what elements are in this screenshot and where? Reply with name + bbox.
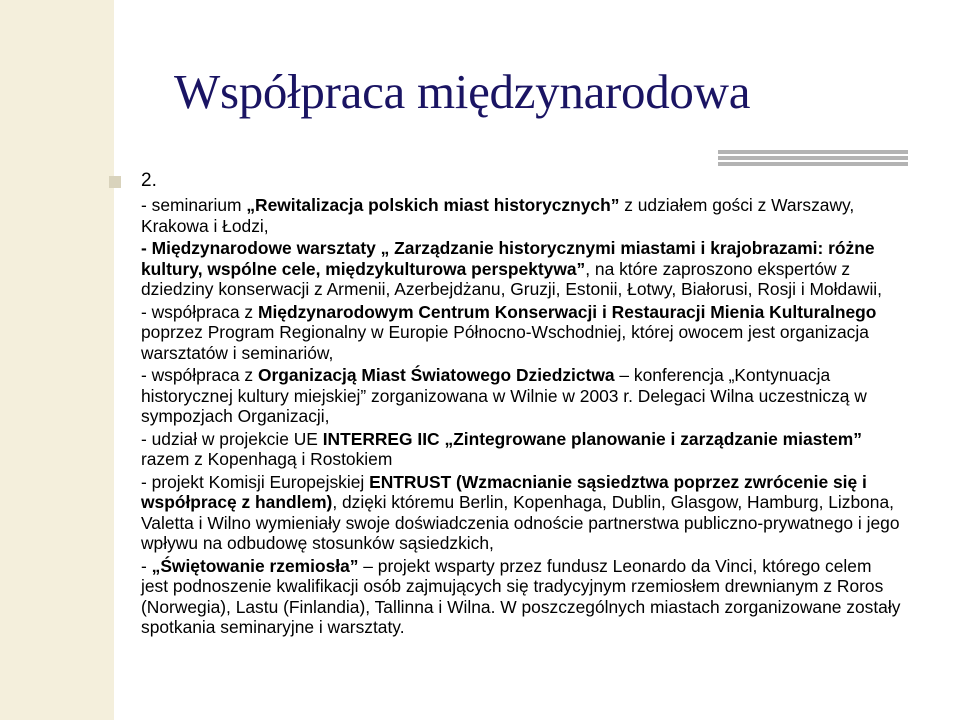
text: - współpraca z <box>141 365 258 385</box>
text: - udział w projekcie UE <box>141 428 323 449</box>
paragraph <box>141 365 901 427</box>
text: – projekt wsparty przez fundusz Leonardo da Vinci, którego celem jest podnoszenie kwalifikacji osób zajmujących się tradycyjnym rzemiosłem drewnianym z Roros (Norwegia), Lastu (Finlandia), Tallinna i Wilna. W poszczególnych miastach zorganizowane zostały spotkania seminaryjne i warsztaty. <box>141 555 901 637</box>
decorative-rule <box>718 150 908 154</box>
left-decorative-band <box>0 0 114 720</box>
text: - seminarium <box>141 195 247 215</box>
bullet-square-icon <box>109 176 121 188</box>
text: poprzez Program Regionalny w Europie Północno-Wschodniej, której owocem jest organizacja warsztatów i seminariów, <box>141 322 869 363</box>
bold-text: „Rewitalizacja polskich miast historycznych” <box>246 195 620 215</box>
paragraph <box>141 556 901 638</box>
paragraph <box>141 302 901 364</box>
decorative-rule <box>718 156 908 160</box>
bold-text: ENTRUST (Wzmacnianie sąsiedztwa poprzez zwrócenie się i współpracę z handlem) <box>141 471 867 512</box>
bold-text: Międzynarodowym Centrum Konserwacji i Restauracji Mienia Kulturalnego <box>257 301 877 322</box>
slide-title: Współpraca międzynarodowa <box>174 64 751 119</box>
text: z udziałem gości z Warszawy, Krakowa i Łodzi, <box>141 195 855 236</box>
text: razem z Kopenhagą i Rostokiem <box>141 449 393 469</box>
paragraph <box>141 238 901 300</box>
slide-body <box>141 195 901 640</box>
bold-text: „Świętowanie rzemiosła” <box>151 555 359 576</box>
decorative-rule <box>718 162 908 166</box>
text: - <box>141 555 152 576</box>
text: , na które zaproszono ekspertów z dziedziny konserwacji z Armenii, Azerbejdżanu, Gruzji, Estonii, Łotwy, Białorusi, Rosji i Mołdawii, <box>141 258 883 299</box>
paragraph <box>141 195 901 236</box>
bold-text: - Międzynarodowe warsztaty „ Zarządzanie historycznymi miastami i krajobrazami: różne kultury, wspólne cele, międzykulturowa perspektywa” <box>141 238 875 279</box>
bold-text: Organizacją Miast Światowego Dziedzictwa <box>257 365 615 385</box>
paragraph <box>141 429 901 470</box>
paragraph <box>141 472 901 554</box>
bold-text: INTERREG IIC „Zintegrowane planowanie i zarządzanie miastem” <box>322 428 862 449</box>
bullet-number: 2. <box>141 170 157 191</box>
text: , dzięki któremu Berlin, Kopenhaga, Dublin, Glasgow, Hamburg, Lizbona, Valetta i Wilno wymieniały swoje doświadczenia odnoście partnerstwa publiczno-prywatnego i jego wpływu na odbudowę stosunków sąsiedzkich, <box>141 492 900 553</box>
text: – konferencja „Kontynuacja historycznej kultury miejskiej” zorganizowana w Wilnie w 2003 r. Delegaci Wilna uczestniczą w sympozjach Organizacji, <box>141 365 867 426</box>
text: - współpraca z <box>141 301 258 322</box>
text: - projekt Komisji Europejskiej <box>141 471 370 492</box>
